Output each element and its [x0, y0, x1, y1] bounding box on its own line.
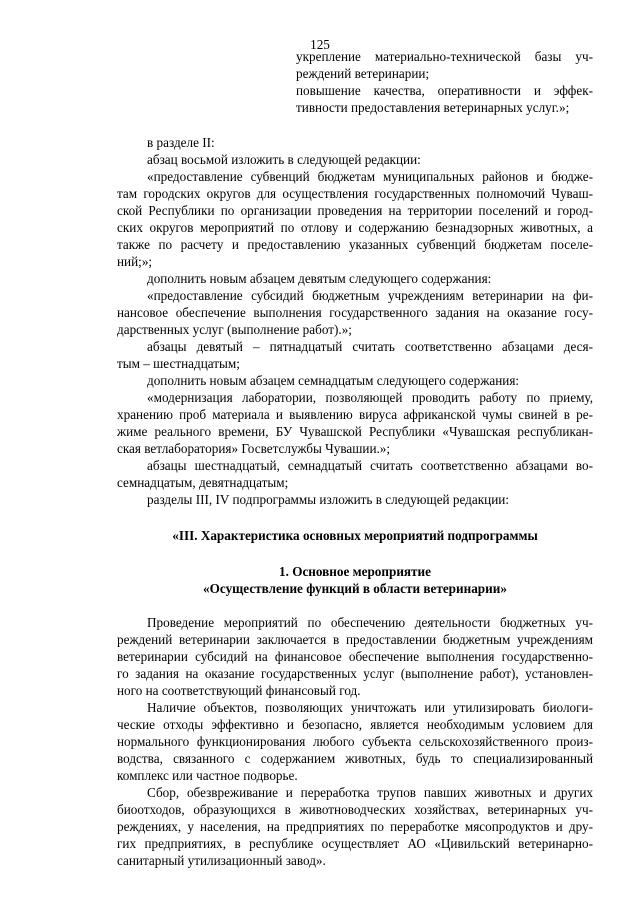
text-line: реждений ветеринарии заключается в предоставлении бюджетным учреждениям — [117, 632, 593, 647]
heading-line: 1. Основное мероприятие — [279, 564, 431, 579]
text-line: Проведение мероприятий по обеспечению деятельности бюджетных уч- — [147, 615, 593, 630]
text-line: ской Республики по организации проведения на территории поселений и город- — [117, 203, 593, 218]
text-line: хранению проб материала и выявлению вируса африканской чумы свиней в ре- — [117, 407, 593, 422]
heading-line: «III. Характеристика основных мероприятий подпрограммы — [172, 528, 538, 543]
text-line: ческие отходы эффективно и безопасно, является необходимым условием для — [117, 717, 593, 732]
text-line: дополнить новым абзацем семнадцатым следующего содержания: — [147, 373, 520, 388]
text-line: ских округов мероприятий по отлову и содержанию безнадзорных животных, а — [117, 220, 593, 235]
text-line: тивности предоставления ветеринарных услуг.»; — [296, 100, 570, 115]
heading-line: «Осуществление функций в области ветеринарии» — [203, 581, 507, 596]
text-line: абзацы шестнадцатый, семнадцатый считать соответственно абзацами во- — [147, 458, 593, 473]
text-line: дарственных услуг (выполнение работ).»; — [117, 322, 352, 337]
text-line: ного на соответствующий финансовый год. — [117, 683, 361, 698]
text-line: Наличие объектов, позволяющих уничтожать или утилизировать биологи- — [147, 700, 593, 715]
page-number: 125 — [310, 37, 330, 52]
text-line: ний;»; — [117, 254, 153, 269]
text-line: семнадцатым, девятнадцатым; — [117, 475, 289, 490]
text-line: «модернизация лаборатории, позволяющей проводить работу по приему, — [147, 390, 593, 405]
text-line: ская ветлаборатория» Госветслужбы Чувашии.»; — [117, 441, 391, 456]
text-line: также по расчету и предоставлению указанных субвенций бюджетам поселе- — [117, 237, 593, 252]
text-line: разделы III, IV подпрограммы изложить в следующей редакции: — [147, 492, 509, 507]
text-line: дополнить новым абзацем девятым следующего содержания: — [147, 271, 492, 286]
text-line: нансовое обеспечение выполнения государственного задания на оказание госу- — [117, 305, 593, 320]
text-line: укрепление материально-технической базы уч- — [296, 49, 593, 64]
text-line: там городских округов для осуществления государственных полномочий Чуваш- — [117, 186, 593, 201]
text-line: повышение качества, оперативности и эффек- — [296, 83, 593, 98]
text-line: жиме реального времени, БУ Чувашской Республики «Чувашская республикан- — [117, 424, 593, 439]
text-line: тым – шестнадцатым; — [117, 356, 240, 371]
text-line: нормального функционирования любого субъекта сельскохозяйственного произ- — [117, 734, 593, 749]
text-line: Сбор, обезвреживание и переработка трупов павших животных и других — [147, 785, 593, 800]
text-line: в разделе II: — [147, 135, 215, 150]
text-line: санитарный утилизационный завод». — [117, 853, 326, 868]
text-line: водства, связанного с содержанием животных, будь то специализированный — [117, 751, 593, 766]
text-line: реждениях, у населения, на предприятиях по переработке мясопродуктов и дру- — [117, 819, 593, 834]
text-line: абзацы девятый – пятнадцатый считать соответственно абзацами деся- — [147, 339, 593, 354]
text-line: го задания на оказание государственных услуг (выполнение работ), установлен- — [117, 666, 593, 681]
text-line: реждений ветеринарии; — [296, 66, 430, 81]
text-line: «предоставление субвенций бюджетам муниципальных районов и бюдже- — [147, 169, 593, 184]
text-line: «предоставление субсидий бюджетным учреждениям ветеринарии на фи- — [147, 288, 593, 303]
text-line: ветеринарии субсидий на финансовое обеспечение выполнения государственно- — [117, 649, 593, 664]
text-line: абзац восьмой изложить в следующей редакции: — [147, 152, 421, 167]
text-line: комплекс или частное подворье. — [117, 768, 298, 783]
text-line: биоотходов, образующихся в животноводческих хозяйствах, ветеринарных уч- — [117, 802, 593, 817]
text-line: гих предприятиях, в республике осуществляет АО «Цивильский ветеринарно- — [117, 836, 593, 851]
